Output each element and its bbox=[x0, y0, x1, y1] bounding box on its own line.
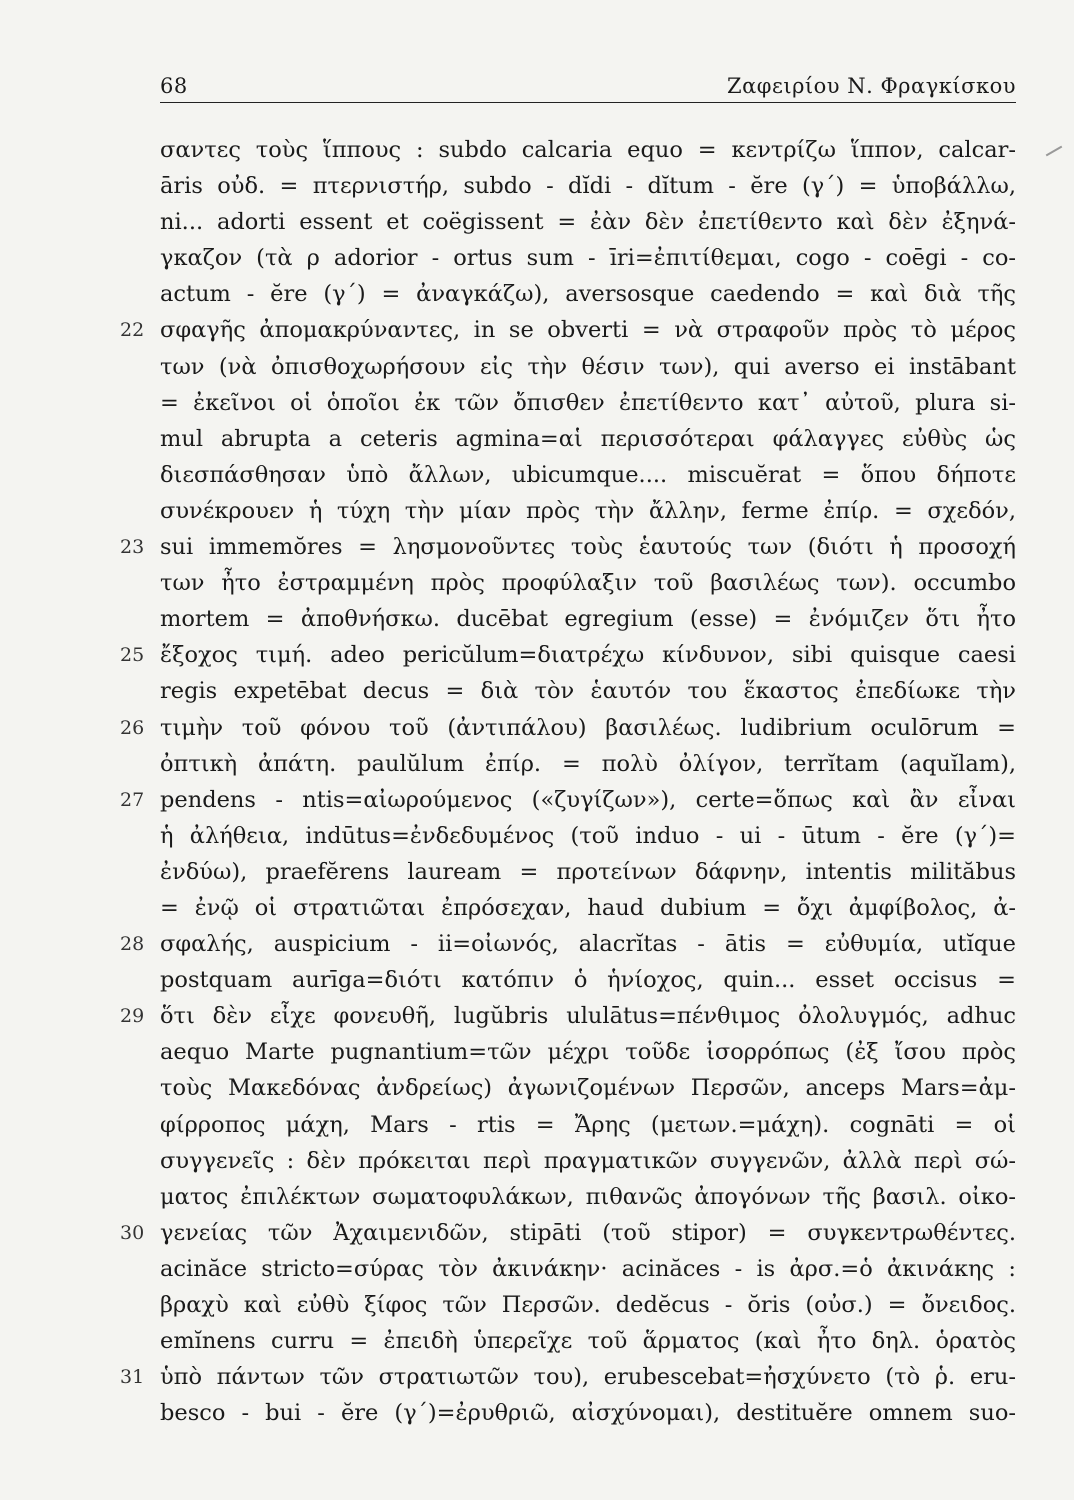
text-line bbox=[160, 1287, 1016, 1323]
line-text: βραχὺ καὶ εὐθὺ ξίφος τῶν Περσῶν. dedĕcus - ŏris (οὐσ.) = ὄνειδος. bbox=[160, 1292, 1016, 1318]
line-text: ἔξοχος τιμή. adeo pericŭlum=διατρέχω κίνδυνον, sibi quisque caesi bbox=[160, 642, 1016, 669]
margin-line-number: 26 bbox=[120, 716, 145, 739]
line-text: ὑπὸ πάντων τῶν στρατιωτῶν του), erubescebat=ἠσχύνετο (τὸ ῥ. eru- bbox=[160, 1364, 1016, 1391]
line-text: ὀπτικὴ ἀπάτη. paulŭlum ἐπίρ. = πολὺ ὀλίγον, terrĭtam (aquĭlam), bbox=[160, 750, 1016, 777]
text-line bbox=[160, 962, 1016, 998]
text-line bbox=[160, 1107, 1016, 1143]
line-text: γενείας τῶν Ἀχαιμενιδῶν, stipāti (τοῦ stipor) = συγκεντρωθέντες. bbox=[160, 1219, 1016, 1246]
text-line bbox=[160, 1070, 1016, 1106]
text-line bbox=[160, 493, 1016, 529]
text-line bbox=[120, 312, 1016, 348]
text-line bbox=[160, 385, 1016, 421]
line-text: ἐνδύω), praefĕrens lauream = προτείνων δάφνην, intentis milităbus bbox=[160, 858, 1016, 885]
line-text: regis expetēbat decus = διὰ τὸν ἑαυτόν του ἕκαστος ἐπεδίωκε τὴν bbox=[160, 678, 1016, 705]
line-text: actum - ĕre (γ΄) = ἀναγκάζω), aversosque caedendo = καὶ διὰ τῆς bbox=[160, 281, 1016, 308]
line-text: των ἦτο ἐστραμμένη πρὸς προφύλαξιν τοῦ βασιλέως των). occumbo bbox=[160, 570, 1016, 597]
line-text: ni... adorti essent et coëgissent = ἐὰν δὲν ἐπετίθεντο καὶ δὲν ἐξηνά- bbox=[160, 209, 1016, 236]
text-line bbox=[160, 890, 1016, 926]
text-line bbox=[160, 276, 1016, 312]
text-line bbox=[160, 1143, 1016, 1179]
page-header bbox=[160, 70, 1016, 103]
line-text: emĭnens curru = ἐπειδὴ ὑπερεῖχε τοῦ ἅρματος (καὶ ἦτο δηλ. ὁρατὸς bbox=[160, 1328, 1016, 1355]
line-text: συνέκρουεν ἡ τύχη τὴν μίαν πρὸς τὴν ἄλλην, ferme ἐπίρ. = σχεδόν, bbox=[160, 497, 1016, 524]
line-text: āris οὐδ. = πτερνιστήρ, subdo - dĭdi - dĭtum - ĕre (γ΄) = ὑποβάλλω, bbox=[160, 173, 1016, 200]
text-line bbox=[160, 421, 1016, 457]
line-text: συγγενεῖς : δὲν πρόκειται περὶ πραγματικῶν συγγενῶν, ἀλλὰ περὶ σώ- bbox=[160, 1147, 1016, 1174]
line-text: των (νὰ ὀπισθοχωρήσουν εἰς τὴν θέσιν των), qui averso ei instābant bbox=[160, 353, 1016, 380]
line-text: σφαλής, auspicium - ii=οἰωνός, alacrĭtas - ātis = εὐθυμία, utĭque bbox=[160, 931, 1016, 958]
text-line bbox=[160, 168, 1016, 204]
line-text: mortem = ἀποθνήσκω. ducēbat egregium (esse) = ἐνόμιζεν ὅτι ἦτο bbox=[160, 606, 1016, 633]
line-text: σαντες τοὺς ἵππους : subdo calcaria equo = κεντρίζω ἵππον, calcar- bbox=[160, 137, 1016, 163]
text-line bbox=[120, 926, 1016, 962]
text-line bbox=[160, 132, 1016, 168]
line-text: γκαζον (τὰ ρ adorior - ortus sum - īri=ἐπιτίθεμαι, cogo - coēgi - co- bbox=[160, 245, 1016, 272]
text-line bbox=[120, 1359, 1016, 1395]
text-line bbox=[160, 204, 1016, 240]
line-text: = ἐνῷ οἱ στρατιῶται ἐπρόσεχαν, haud dubium = ὄχι ἀμφίβολος, ἀ- bbox=[160, 894, 1016, 921]
text-line bbox=[160, 673, 1016, 709]
text-line bbox=[160, 240, 1016, 276]
text-line bbox=[120, 1215, 1016, 1251]
text-line bbox=[120, 637, 1016, 673]
text-line bbox=[160, 1251, 1016, 1287]
text-line bbox=[160, 601, 1016, 637]
margin-line-number: 28 bbox=[120, 933, 145, 956]
line-text: τοὺς Μακεδόνας ἀνδρείως) ἀγωνιζομένων Περσῶν, anceps Mars=ἀμ- bbox=[160, 1075, 1016, 1102]
margin-line-number: 30 bbox=[120, 1221, 145, 1244]
text-line bbox=[120, 998, 1016, 1034]
text-line bbox=[160, 565, 1016, 601]
line-text: acinăce stricto=σύρας τὸν ἀκινάκην· acinăces - is ἀρσ.=ὁ ἀκινάκης : bbox=[160, 1255, 1016, 1282]
line-text: besco - bui - ĕre (γ΄)=ἐρυθριῶ, αἰσχύνομαι), destituĕre omnem suo- bbox=[160, 1400, 1016, 1427]
text-line bbox=[160, 746, 1016, 782]
text-line bbox=[120, 782, 1016, 818]
margin-line-number: 31 bbox=[120, 1366, 145, 1389]
text-line bbox=[120, 529, 1016, 565]
line-text: σφαγῆς ἀπομακρύναντες, in se obverti = νὰ στραφοῦν πρὸς τὸ μέρος bbox=[160, 317, 1016, 344]
text-line bbox=[160, 457, 1016, 493]
page-number: 68 bbox=[160, 74, 188, 98]
line-text: postquam aurīga=διότι κατόπιν ὁ ἡνίοχος, quin... esset occisus = bbox=[160, 967, 1016, 994]
line-text: aequo Marte pugnantium=τῶν μέχρι τοῦδε ἰσορρόπως (ἐξ ἴσου πρὸς bbox=[160, 1039, 1016, 1066]
text-line bbox=[160, 1323, 1016, 1359]
running-head: Ζαφειρίου Ν. Φραγκίσκου bbox=[726, 74, 1016, 98]
line-text: διεσπάσθησαν ὑπὸ ἄλλων, ubicumque.... miscuĕrat = ὅπου δήποτε bbox=[160, 461, 1016, 488]
line-text: φίρροπος μάχη, Mars - rtis = Ἄρης (μετων.=μάχη). cognāti = οἱ bbox=[160, 1111, 1016, 1138]
page-fold-mark bbox=[1046, 146, 1063, 157]
text-line bbox=[160, 1179, 1016, 1215]
margin-line-number: 27 bbox=[120, 788, 145, 811]
text-line bbox=[160, 818, 1016, 854]
line-text: mul abrupta a ceteris agmina=αἱ περισσότεραι φάλαγγες εὐθὺς ὡς bbox=[160, 425, 1016, 452]
margin-line-number: 23 bbox=[120, 536, 145, 559]
line-text: ἡ ἀλήθεια, indūtus=ἐνδεδυμένος (τοῦ induo - ui - ūtum - ĕre (γ΄)= bbox=[160, 822, 1016, 849]
line-text: sui immemŏres = λησμονοῦντες τοὺς ἑαυτούς των (διότι ἡ προσοχή bbox=[160, 534, 1016, 561]
line-text: pendens - ntis=αἰωρούμενος («ζυγίζων»), certe=ὅπως καὶ ἂν εἶναι bbox=[160, 786, 1016, 813]
line-text: τιμὴν τοῦ φόνου τοῦ (ἀντιπάλου) βασιλέως. ludibrium oculōrum = bbox=[160, 714, 1016, 741]
text-body bbox=[120, 132, 1016, 1431]
text-line bbox=[160, 1034, 1016, 1070]
margin-line-number: 29 bbox=[120, 1005, 145, 1028]
text-line bbox=[160, 1395, 1016, 1431]
line-text: ματος ἐπιλέκτων σωματοφυλάκων, πιθανῶς ἀπογόνων τῆς βασιλ. οἰκο- bbox=[160, 1183, 1016, 1210]
text-line bbox=[120, 710, 1016, 746]
text-line bbox=[160, 349, 1016, 385]
margin-line-number: 22 bbox=[120, 319, 145, 342]
text-line bbox=[160, 854, 1016, 890]
line-text: ὅτι δὲν εἶχε φονευθῆ, lugŭbris ululātus=πένθιμος ὀλολυγμός, adhuc bbox=[160, 1003, 1016, 1030]
margin-line-number: 25 bbox=[120, 644, 145, 667]
line-text: = ἐκεῖνοι οἱ ὁποῖοι ἐκ τῶν ὄπισθεν ἐπετίθεντο κατ᾽ αὐτοῦ, plura si- bbox=[160, 389, 1016, 416]
